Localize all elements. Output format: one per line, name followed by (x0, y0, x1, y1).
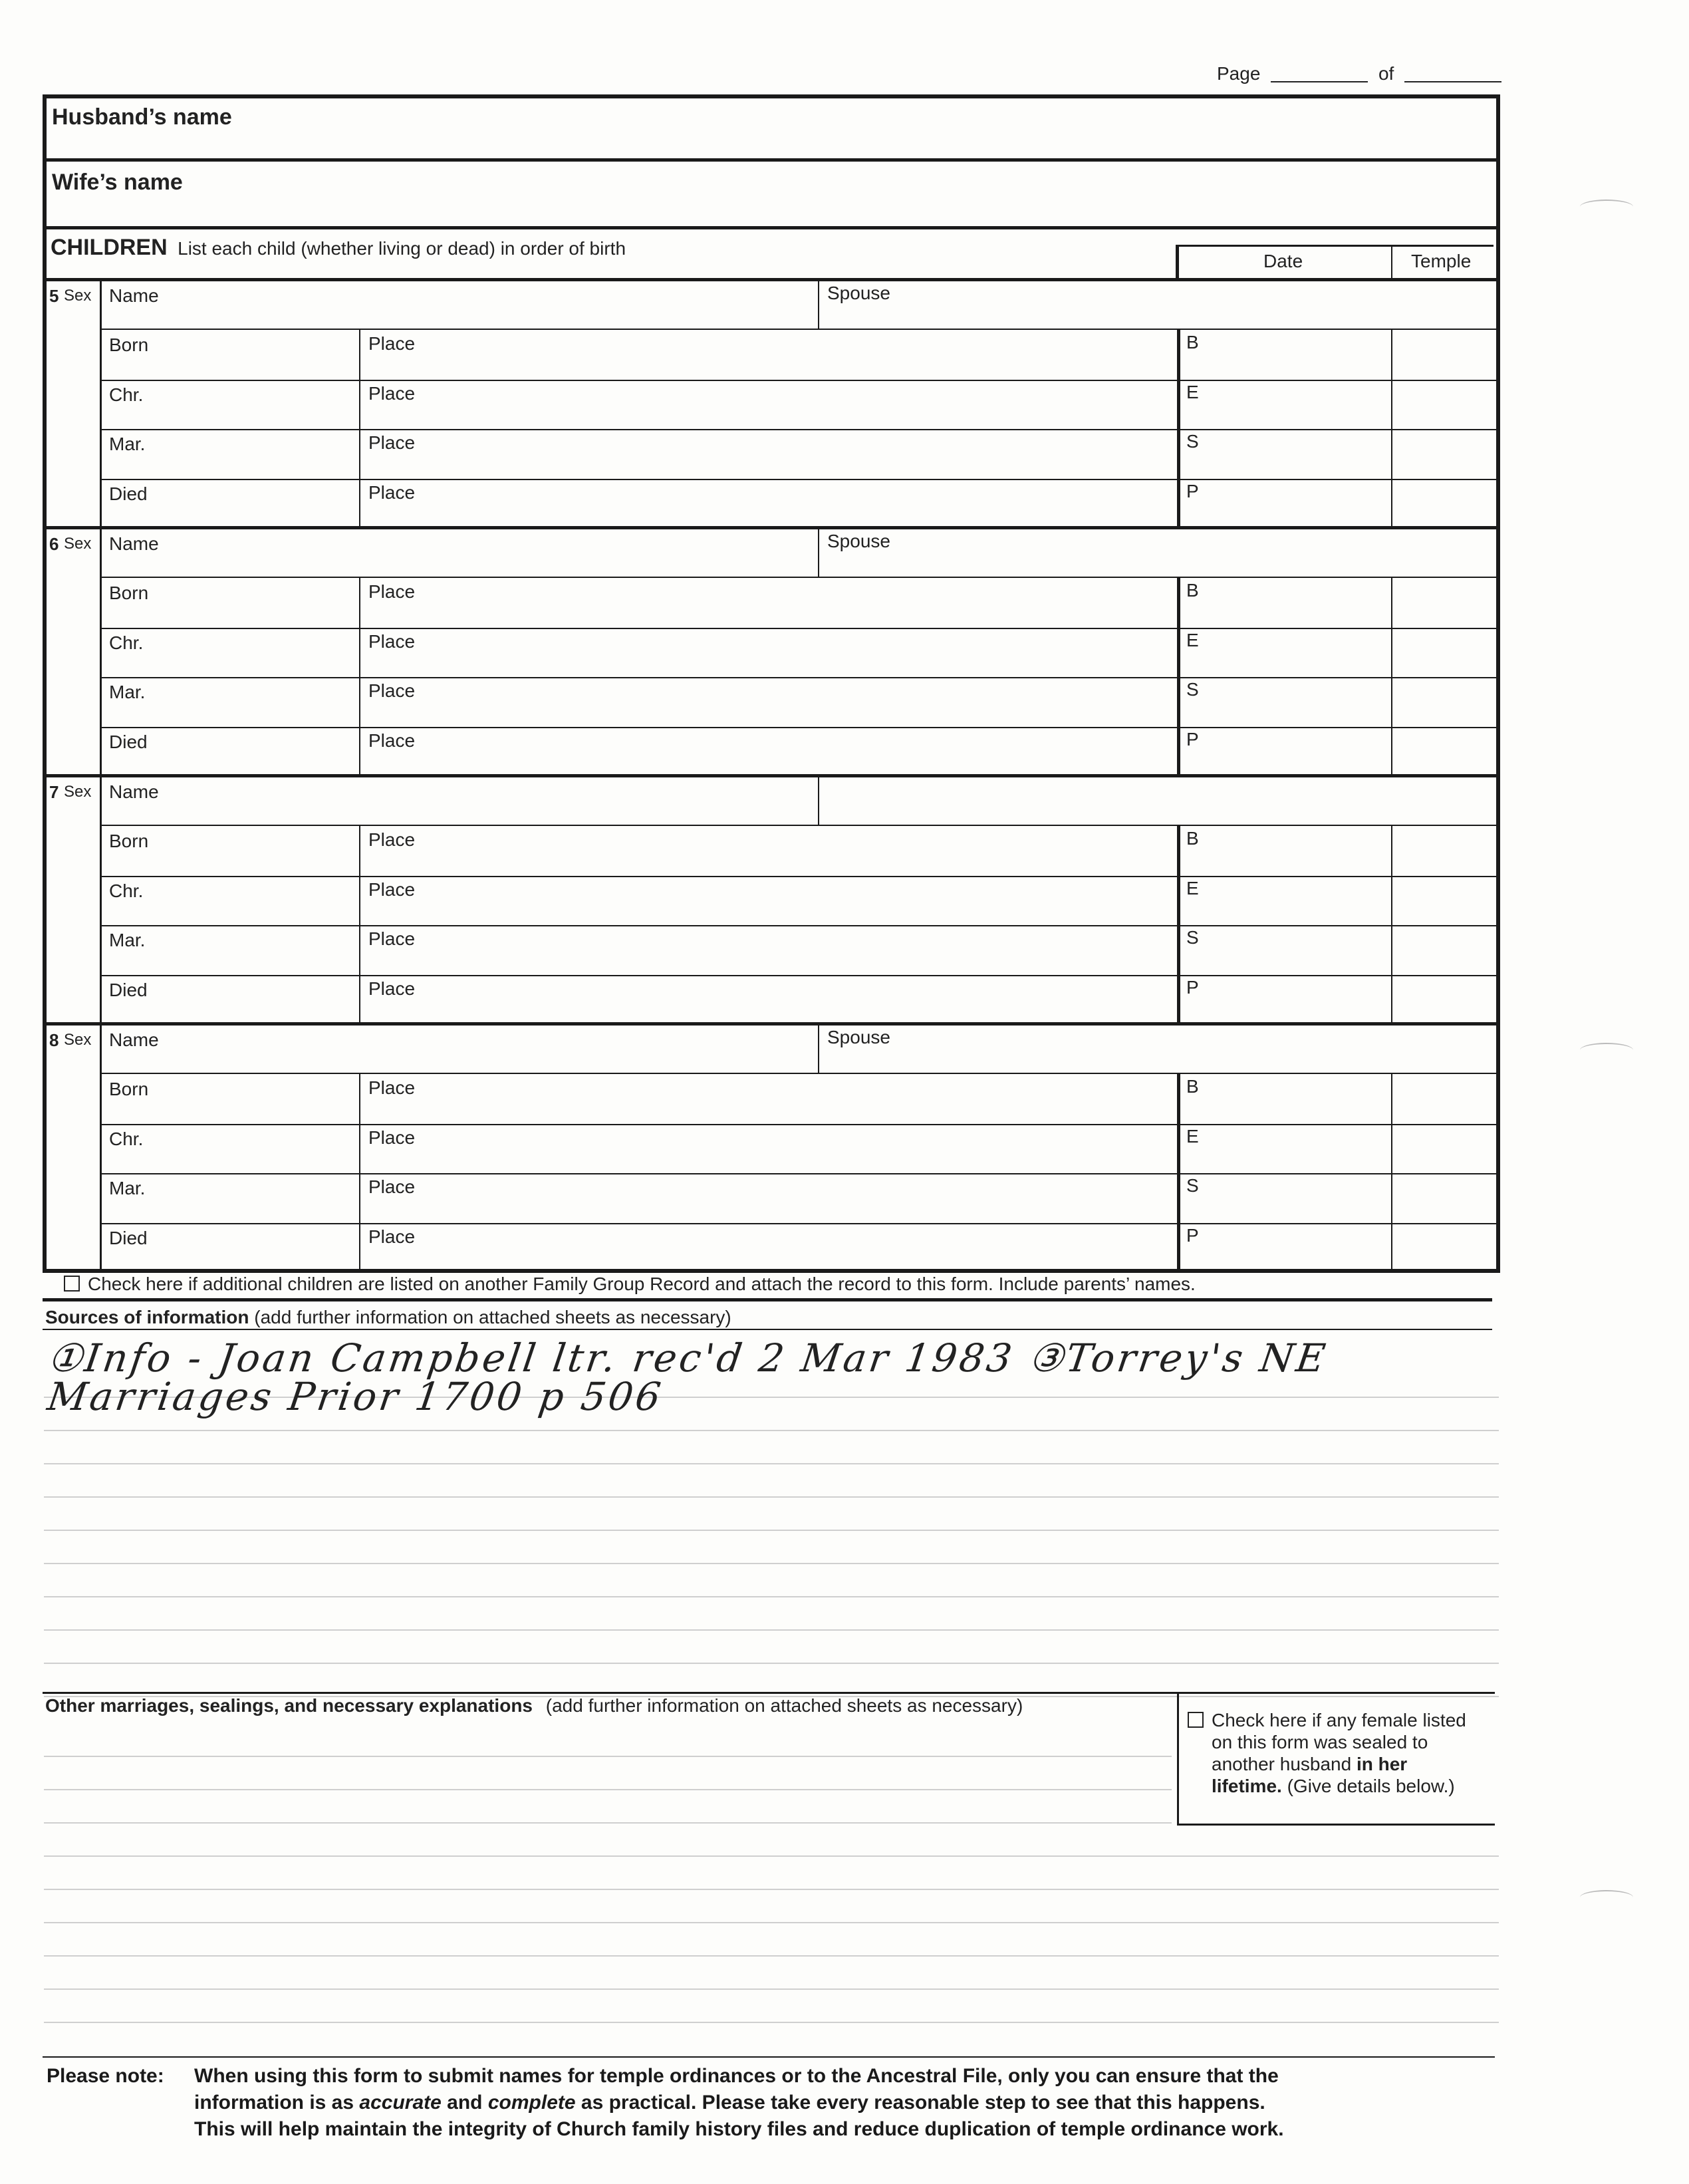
child-sex-field[interactable] (48, 530, 97, 573)
name-label: Name (109, 781, 159, 802)
divider (100, 1022, 102, 1270)
divider (100, 975, 1496, 976)
husband-name-field[interactable] (93, 106, 1476, 160)
ordinance-temple-field[interactable] (1395, 928, 1492, 972)
of-label: of (1378, 63, 1394, 84)
event-date-field[interactable] (104, 680, 355, 724)
sealed-note-line: Check here if any female listed (1212, 1710, 1466, 1730)
ordinance-date-field[interactable] (1182, 630, 1388, 675)
event-label: Chr. (109, 384, 144, 405)
ordinance-date-field[interactable] (1182, 481, 1388, 526)
divider (359, 578, 360, 774)
temple-column-header: Temple (1411, 251, 1472, 271)
children-heading (51, 235, 626, 261)
event-date-field[interactable] (104, 1077, 355, 1121)
event-place-field[interactable] (363, 1077, 1173, 1121)
additional-children-checkbox-row[interactable] (64, 1274, 1196, 1294)
divider (100, 774, 102, 1022)
page-number-blank[interactable] (1271, 81, 1368, 82)
sealed-note-line (1188, 1753, 1466, 1775)
event-place-field[interactable] (363, 730, 1173, 774)
ordinance-date-field[interactable] (1182, 928, 1388, 972)
name-label: Name (109, 1029, 159, 1050)
ordinance-date-field[interactable] (1182, 829, 1388, 873)
sex-label: Sex (64, 783, 92, 801)
event-date-field[interactable] (104, 333, 355, 377)
child-name-field[interactable] (104, 1026, 814, 1069)
sex-label: Sex (64, 1031, 92, 1049)
event-label: Chr. (109, 1128, 144, 1149)
event-date-field[interactable] (104, 581, 355, 625)
ordinance-letter: P (1186, 480, 1199, 501)
event-place-field[interactable] (363, 1127, 1173, 1171)
ordinance-temple-field[interactable] (1395, 829, 1492, 873)
child-spouse-field[interactable] (822, 778, 1492, 821)
event-date-field[interactable] (104, 1226, 355, 1270)
note-emphasis: accurate (359, 2092, 442, 2114)
divider (1391, 826, 1392, 1022)
ordinance-date-field[interactable] (1182, 1226, 1388, 1270)
ordinance-temple-field[interactable] (1395, 1077, 1492, 1121)
event-place-field[interactable] (363, 581, 1173, 625)
sealed-note-text: (Give details below.) (1287, 1776, 1455, 1796)
place-label: Place (368, 928, 416, 949)
place-label: Place (368, 333, 416, 354)
event-date-field[interactable] (104, 730, 355, 774)
ordinance-date-field[interactable] (1182, 879, 1388, 923)
ordinance-date-field[interactable] (1182, 333, 1388, 377)
note-emphasis: complete (487, 2092, 576, 2114)
divider (1176, 245, 1179, 278)
child-name-field[interactable] (104, 530, 814, 573)
event-date-field[interactable] (104, 481, 355, 526)
divider (1177, 1074, 1180, 1270)
divider (100, 1173, 1496, 1174)
ordinance-letter: S (1186, 431, 1199, 452)
child-sex-field[interactable] (48, 1026, 97, 1069)
sources-handwriting-line-2: Marriages Prior 1700 p 506 (45, 1374, 666, 1419)
event-place-field[interactable] (363, 879, 1173, 923)
event-label: Mar. (109, 434, 146, 454)
divider (43, 1692, 1495, 1694)
event-label: Born (109, 335, 149, 355)
event-date-field[interactable] (104, 432, 355, 476)
divider (1177, 578, 1180, 774)
divider (1391, 330, 1392, 526)
event-place-field[interactable] (363, 432, 1173, 476)
ordinance-letter: E (1186, 1125, 1199, 1147)
event-date-field[interactable] (104, 978, 355, 1022)
ordinance-temple-field[interactable] (1395, 630, 1492, 675)
divider (100, 1073, 1496, 1074)
ordinance-temple-field[interactable] (1395, 581, 1492, 625)
event-date-field[interactable] (104, 382, 355, 427)
ordinance-temple-field[interactable] (1395, 432, 1492, 476)
divider (43, 226, 1500, 229)
additional-children-checkbox[interactable] (64, 1276, 80, 1292)
husband-name-label: Husband’s name (52, 104, 232, 130)
divider (818, 1022, 819, 1074)
child-number: 6 (49, 534, 59, 554)
hole-punch-mark (1580, 1043, 1633, 1057)
event-label: Died (109, 731, 148, 752)
divider (100, 628, 1496, 629)
divider (100, 329, 1496, 330)
ordinance-date-field[interactable] (1182, 680, 1388, 724)
page-total-blank[interactable] (1404, 81, 1501, 82)
other-marriages-heading: Other marriages, sealings, and necessary explanations (45, 1695, 533, 1716)
sources-hint: (add further information on attached sheets as necessary) (254, 1307, 731, 1327)
divider (359, 1074, 360, 1270)
ordinance-date-field[interactable] (1182, 432, 1388, 476)
child-spouse-field[interactable] (822, 530, 1492, 573)
child-spouse-field[interactable] (822, 282, 1492, 325)
ordinance-letter: B (1186, 828, 1199, 849)
name-label: Name (109, 285, 159, 306)
sealed-note-bold: lifetime. (1212, 1776, 1282, 1796)
place-label: Place (368, 432, 416, 453)
child-name-field[interactable] (104, 778, 814, 821)
event-place-field[interactable] (363, 481, 1173, 526)
place-label: Place (368, 829, 416, 850)
child-name-field[interactable] (104, 282, 814, 325)
ordinance-letter: E (1186, 877, 1199, 898)
child-spouse-field[interactable] (822, 1026, 1492, 1069)
place-label: Place (368, 481, 416, 503)
divider (43, 526, 1496, 529)
note-text: as practical. Please take every reasonable step to see that this happens. (581, 2092, 1265, 2114)
event-label: Died (109, 979, 148, 1000)
ordinance-temple-field[interactable] (1395, 730, 1492, 774)
spouse-label: Spouse (827, 531, 890, 551)
divider (1177, 826, 1180, 1022)
event-place-field[interactable] (363, 1226, 1173, 1270)
ordinance-letter: S (1186, 927, 1199, 948)
please-note-line (194, 2090, 1284, 2116)
event-label: Born (109, 1079, 149, 1099)
divider (100, 876, 1496, 877)
sealed-female-box[interactable] (1188, 1709, 1466, 1797)
divider (818, 526, 819, 578)
event-date-field[interactable] (104, 1127, 355, 1171)
ordinance-letter: E (1186, 629, 1199, 650)
place-label: Place (368, 1176, 416, 1197)
ordinance-temple-field[interactable] (1395, 333, 1492, 377)
children-instruction: List each child (whether living or dead) in order of birth (178, 238, 626, 259)
divider (43, 1022, 1496, 1025)
page-label: Page (1217, 63, 1261, 84)
note-text: information is as (194, 2092, 354, 2114)
ordinance-letter: E (1186, 381, 1199, 402)
sources-heading-row (45, 1307, 731, 1327)
event-date-field[interactable] (104, 928, 355, 972)
child-number: 7 (49, 782, 59, 802)
ordinance-date-field[interactable] (1182, 1077, 1388, 1121)
divider (1176, 245, 1494, 247)
divider (818, 774, 819, 826)
place-label: Place (368, 680, 416, 701)
divider (818, 278, 819, 330)
additional-children-note: Check here if additional children are listed on another Family Group Record and attach the record to this form. Include parents’ names. (88, 1274, 1196, 1294)
event-place-field[interactable] (363, 333, 1173, 377)
divider (359, 330, 360, 526)
note-text: and (447, 2092, 483, 2114)
divider (100, 526, 102, 774)
ordinance-date-field[interactable] (1182, 382, 1388, 427)
sources-handwriting-line-1: ①Info - Joan Campbell ltr. rec'd 2 Mar 1983 ③Torrey's NE (45, 1335, 1331, 1381)
ordinance-letter: P (1186, 1224, 1199, 1246)
sealed-note-line (1188, 1775, 1466, 1797)
divider (100, 825, 1496, 826)
place-label: Place (368, 1127, 416, 1148)
child-sex-field[interactable] (48, 778, 97, 821)
divider (43, 2056, 1495, 2058)
place-label: Place (368, 382, 416, 404)
divider (100, 479, 1496, 480)
place-label: Place (368, 879, 416, 900)
sealed-note-text: another husband (1212, 1754, 1352, 1774)
divider (43, 1329, 1492, 1330)
ordinance-temple-field[interactable] (1395, 1176, 1492, 1220)
event-label: Chr. (109, 880, 144, 901)
ordinance-date-field[interactable] (1182, 978, 1388, 1022)
wife-name-label: Wife’s name (52, 170, 183, 195)
event-place-field[interactable] (363, 978, 1173, 1022)
ordinance-temple-field[interactable] (1395, 481, 1492, 526)
sealed-note-line: on this form was sealed to (1212, 1732, 1428, 1752)
divider (43, 158, 1500, 162)
divider (1177, 330, 1180, 526)
ordinance-letter: P (1186, 728, 1199, 750)
ordinance-date-field[interactable] (1182, 1127, 1388, 1171)
divider (1391, 245, 1392, 278)
place-label: Place (368, 730, 416, 751)
event-label: Chr. (109, 632, 144, 653)
divider (100, 925, 1496, 926)
hole-punch-mark (1580, 1890, 1633, 1905)
event-date-field[interactable] (104, 879, 355, 923)
ordinance-date-field[interactable] (1182, 1176, 1388, 1220)
ordinance-letter: S (1186, 679, 1199, 700)
divider (43, 774, 1496, 777)
sealed-female-checkbox[interactable] (1188, 1712, 1204, 1728)
please-note-line: When using this form to submit names for temple ordinances or to the Ancestral File, only you can ensure that the (194, 2065, 1279, 2087)
child-number: 8 (49, 1030, 59, 1050)
place-label: Place (368, 1226, 416, 1247)
divider (1177, 1824, 1495, 1826)
page-number-field[interactable] (1217, 64, 1501, 84)
event-date-field[interactable] (104, 829, 355, 873)
event-date-field[interactable] (104, 630, 355, 675)
event-place-field[interactable] (363, 630, 1173, 675)
divider (359, 826, 360, 1022)
divider (100, 577, 1496, 578)
other-marriages-text-area[interactable] (44, 1722, 1174, 2042)
ordinance-temple-field[interactable] (1395, 382, 1492, 427)
divider (100, 1124, 1496, 1125)
sex-label: Sex (64, 535, 92, 553)
sources-heading: Sources of information (45, 1307, 249, 1327)
event-place-field[interactable] (363, 829, 1173, 873)
sex-label: Sex (64, 287, 92, 305)
children-title: CHILDREN (51, 235, 168, 260)
divider (1391, 578, 1392, 774)
event-place-field[interactable] (363, 382, 1173, 427)
wife-name-field[interactable] (93, 170, 1476, 223)
event-label: Born (109, 831, 149, 851)
date-column-header: Date (1263, 251, 1303, 271)
ruled-line (44, 1663, 1499, 1664)
child-sex-field[interactable] (48, 282, 97, 325)
event-label: Died (109, 1227, 148, 1248)
divider (100, 727, 1496, 728)
divider (100, 278, 102, 526)
place-label: Place (368, 978, 416, 999)
hole-punch-mark (1580, 200, 1633, 214)
please-note-body (194, 2063, 1284, 2143)
spouse-label: Spouse (827, 1027, 890, 1047)
divider (100, 677, 1496, 678)
ordinance-temple-field[interactable] (1395, 1226, 1492, 1270)
name-label: Name (109, 533, 159, 554)
child-number: 5 (49, 286, 59, 306)
divider (43, 1298, 1492, 1301)
ordinance-temple-field[interactable] (1395, 978, 1492, 1022)
place-label: Place (368, 630, 416, 652)
ordinance-letter: B (1186, 332, 1199, 352)
please-note-label: Please note: (47, 2065, 164, 2087)
ordinance-letter: S (1186, 1175, 1199, 1196)
place-label: Place (368, 581, 416, 602)
sealed-note-bold: in her (1356, 1754, 1408, 1774)
divider (100, 1223, 1496, 1224)
event-place-field[interactable] (363, 680, 1173, 724)
event-date-field[interactable] (104, 1176, 355, 1220)
sources-text-area[interactable] (44, 1337, 1492, 1656)
ordinance-temple-field[interactable] (1395, 879, 1492, 923)
event-place-field[interactable] (363, 1176, 1173, 1220)
divider (100, 429, 1496, 430)
divider (1391, 1074, 1392, 1270)
ordinance-letter: B (1186, 580, 1199, 601)
event-label: Mar. (109, 1178, 146, 1198)
ordinance-letter: B (1186, 1076, 1199, 1097)
place-label: Place (368, 1077, 416, 1098)
ordinance-letter: P (1186, 976, 1199, 998)
other-marriages-heading-row (45, 1696, 1023, 1716)
event-label: Mar. (109, 682, 146, 702)
divider (43, 278, 1496, 281)
divider (1177, 1692, 1179, 1825)
spouse-label: Spouse (827, 283, 890, 303)
please-note-line: This will help maintain the integrity of Church family history files and reduce duplication of temple ordinance work. (194, 2118, 1284, 2140)
ordinance-date-field[interactable] (1182, 730, 1388, 774)
ordinance-temple-field[interactable] (1395, 1127, 1492, 1171)
ordinance-temple-field[interactable] (1395, 680, 1492, 724)
event-label: Died (109, 483, 148, 504)
event-place-field[interactable] (363, 928, 1173, 972)
ordinance-date-field[interactable] (1182, 581, 1388, 625)
event-label: Mar. (109, 930, 146, 950)
event-label: Born (109, 583, 149, 603)
divider (100, 380, 1496, 381)
other-marriages-hint: (add further information on attached sheets as necessary) (545, 1695, 1023, 1716)
